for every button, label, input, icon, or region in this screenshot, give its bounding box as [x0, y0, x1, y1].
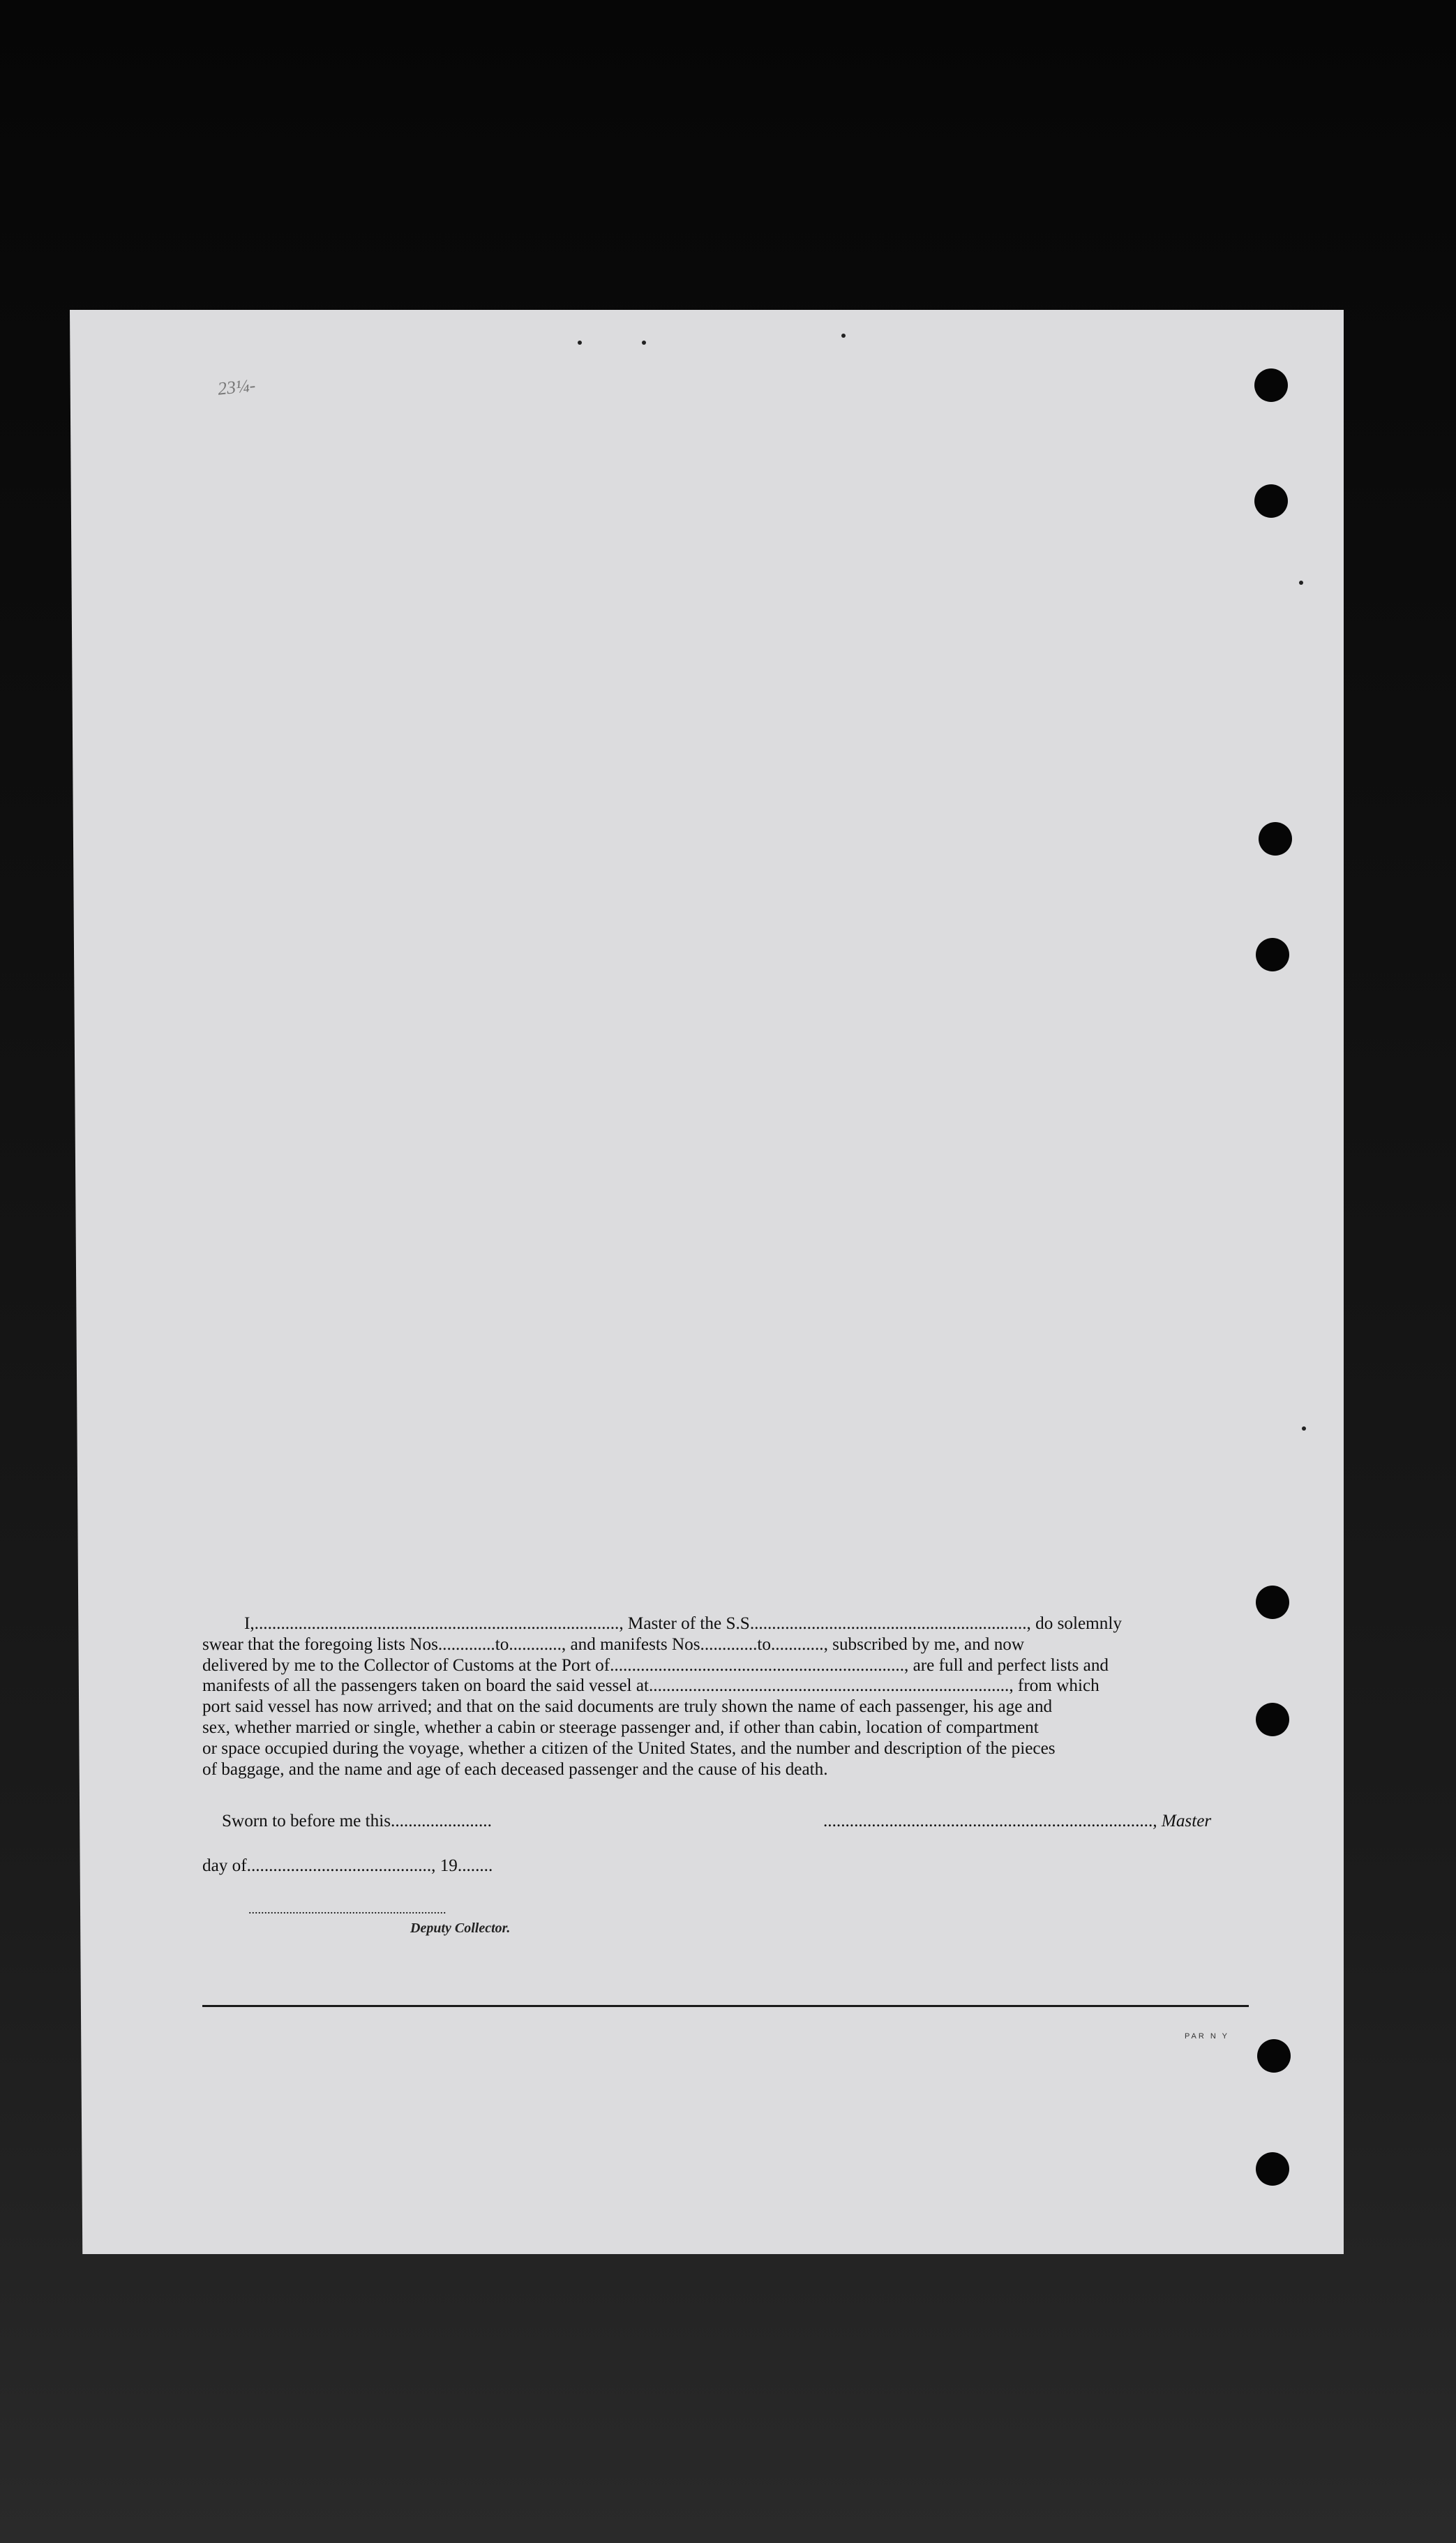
printer-mark: PAR N Y: [1185, 2032, 1229, 2041]
manifest-page: [70, 310, 1344, 2254]
deputy-dots: ...............................................................: [248, 1902, 446, 1916]
speck: [578, 341, 582, 345]
oath-line: swear that the foregoing lists Nos.............to............, and manifests Nos.............to............, subscribed by me, and now: [202, 1634, 1025, 1654]
punch-hole: [1256, 1703, 1289, 1736]
oath-line: manifests of all the passengers taken on board the said vessel at.................................................................................., from which: [202, 1676, 1099, 1696]
punch-hole: [1259, 822, 1292, 856]
punch-hole: [1254, 484, 1288, 518]
punch-hole: [1254, 368, 1288, 402]
punch-hole: [1256, 938, 1289, 971]
master-signature-line: [823, 1812, 1211, 1831]
oath-line: sex, whether married or single, whether a cabin or steerage passenger and, if other than cabin, location of compartment: [202, 1717, 1039, 1737]
oath-line: of baggage, and the name and age of each deceased passenger and the cause of his death.: [202, 1759, 828, 1779]
horizontal-rule: [202, 2005, 1249, 2007]
speck: [642, 341, 646, 345]
speck: [1299, 581, 1303, 585]
deputy-collector-label: Deputy Collector.: [410, 1921, 511, 1936]
speck: [1302, 1426, 1306, 1431]
oath-line: or space occupied during the voyage, whether a citizen of the United States, and the number and description of the pieces: [202, 1738, 1056, 1758]
oath-line: I,..................................................................................., Master of the S.S..............................................................., do solemnly: [244, 1614, 1122, 1633]
oath-line: port said vessel has now arrived; and that on the said documents are truly shown the name of each passenger, his age and: [202, 1697, 1053, 1717]
punch-hole: [1256, 1586, 1289, 1619]
master-label: , Master: [1153, 1812, 1212, 1830]
master-dots: ...........................................................................: [823, 1812, 1153, 1830]
punch-hole: [1257, 2039, 1291, 2073]
oath-paragraph: [202, 1613, 1249, 1780]
oath-line: delivered by me to the Collector of Customs at the Port of..................................................................., are full and perfect lists and: [202, 1655, 1109, 1675]
speck: [841, 334, 846, 338]
sworn-line: Sworn to before me this.......................: [222, 1812, 492, 1830]
handwritten-mark: 23¼‑: [216, 375, 257, 399]
day-line: day of.........................................., 19........: [202, 1856, 493, 1875]
punch-hole: [1256, 2152, 1289, 2186]
